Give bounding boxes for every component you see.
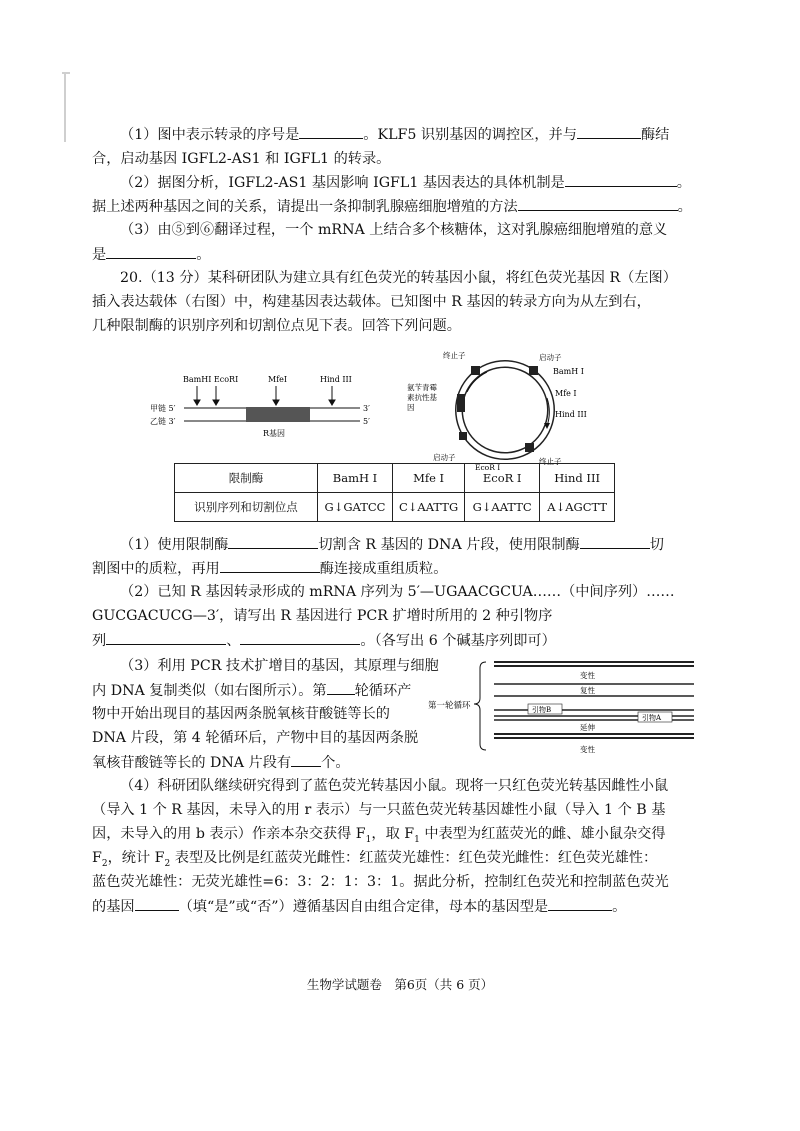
q20-sub1-line1: （1）使用限制酶 切割含 R 基因的 DNA 片段，使用限制酶 切 [92,534,718,555]
table-header-cell: BamH I [318,464,393,493]
table-row [175,493,615,522]
pcr-brace [474,662,486,750]
q20-blank-7[interactable] [291,752,321,767]
terminator-top-label: 终止子 [443,351,466,360]
primer-a-label: 引物A [642,714,662,722]
q20-sub4-line3: 因，未导入的用 b 表示）作亲本杂交获得 $F_1$，取 $F_1$ 中表型为红蓝荧光的雌、雄小鼠杂交得 [92,826,666,845]
site-label-mfei: MfeI [268,375,288,384]
q20-intro-line2: 插入表达载体（右图）中，构建基因表达载体。已知图中 R 基因的转录方向为从左到右， [92,294,651,310]
chain-b-end: 5′ [363,417,370,426]
table-cell: A↓AGCTT [540,493,615,522]
amp-label-2: 素抗性基 [407,393,437,402]
pcr-cycle-label: 第一轮循环 [428,701,471,711]
plasmid-figure [405,350,605,470]
q19-sub2-line1: （2）据图分析，IGFL2-AS1 基因影响 IGFL1 基因表达的具体机制是 。 [92,172,718,193]
q19-blank-4[interactable] [518,196,678,211]
scan-edge-mark [64,72,66,142]
table-header-cell: EcoR I [465,464,540,493]
q20-sub4-line4: $F_2$，统计 $F_2$ 表型及比例是红蓝荧光雌性：红蓝荧光雄性：红色荧光雌性：红色荧光雄性： [92,850,658,869]
q19-blank-3[interactable] [565,172,677,187]
amp-label-1: 氨苄青霉 [407,383,437,392]
chain-b-label: 乙链 3′ [150,417,176,426]
table-header-row [175,464,615,493]
hindiii-label: Hind III [555,410,587,419]
q20-blank-8[interactable] [135,896,179,911]
site-label-hindiii: Hind III [320,375,352,384]
amp-label-3: 因 [407,403,415,412]
gene-r-figure [150,370,380,440]
plasmid-ring-inner [459,364,551,456]
q20-blank-3[interactable] [220,558,320,573]
q19-sub1-line1: （1）图中表示转录的序号是 。KLF5 识别基因的调控区，并与 酶结 [92,124,718,145]
q19-sub3-line2: 是 。 [92,244,718,265]
r-gene-label: R基因 [263,429,286,438]
q20-sub4-line6: 的基因 （填“是”或“否”）遵循基因自由组合定律，母本的基因型是 。 [92,896,718,917]
pcr-step-anneal: 复性 [580,686,595,695]
q20-sub3-line3: 物中开始出现目的基因两条脱氧核苷酸链等长的 [92,706,390,722]
pcr-step-extend: 延伸 [580,723,595,732]
q20-sub2-line3: 列 、 。（各写出 6 个碱基序列即可） [92,630,718,651]
q20-sub3-line4: DNA 片段，第 4 轮循环后，产物中目的基因两条脱 [92,730,419,746]
q20-blank-4[interactable] [106,630,226,645]
q20-sub4-line2: （导入 1 个 R 基因，未导入的用 r 表示）与一只蓝色荧光转基因雄性小鼠（导入 1 个 B 基 [92,802,666,818]
mfei-label: Mfe I [555,389,577,398]
q20-sub1-line2: 割图中的质粒，再用 酶连接成重组质粒。 [92,558,718,579]
q20-blank-2[interactable] [580,534,650,549]
table-cell: 识别序列和切割位点 [175,493,318,522]
q20-sub3-line1: （3）利用 PCR 技术扩增目的基因，其原理与细胞 [120,658,439,674]
chain-a-end: 3′ [363,404,370,413]
promoter-top-label: 启动子 [539,353,562,362]
pcr-cycle-figure [428,656,718,756]
q19-sub3-line1: （3）由⑤到⑥翻译过程，一个 mRNA 上结合多个核糖体，这对乳腺癌细胞增殖的意义 [120,222,668,238]
q20-blank-5[interactable] [240,630,360,645]
q19-sub1-line2: 合，启动基因 IGFL2-AS1 和 IGFL1 的转录。 [92,151,391,167]
q20-blank-1[interactable] [228,534,318,549]
q19-blank-2[interactable] [577,124,641,139]
scan-edge-mark-top [62,72,70,74]
q20-sub2-line1: （2）已知 R 基因转录形成的 mRNA 序列为 5′—UGAACGCUA……（中间序列）…… [120,584,675,600]
r-gene-block [246,407,310,422]
table-header-cell: Mfe I [393,464,465,493]
ecori-label: EcoR I [475,463,501,470]
page-footer: 生物学试题卷 第6页（共 6 页） [306,977,494,992]
q19-blank-5[interactable] [106,244,196,259]
table-cell: C↓AATTG [393,493,465,522]
table-cell: G↓GATCC [318,493,393,522]
table-header-cell: 限制酶 [175,464,318,493]
q20-sub2-line2: GUCGACUCG—3′，请写出 R 基因进行 PCR 扩增时所用的 2 种引物序 [92,608,553,624]
q20-intro-line3: 几种限制酶的识别序列和切割位点见下表。回答下列问题。 [92,318,461,334]
q19-blank-1[interactable] [299,124,363,139]
pcr-step-denature-2: 变性 [580,745,595,754]
site-label-bamhi-ecori: BamHI EcoRI [183,375,239,384]
q20-blank-9[interactable] [548,896,612,911]
q20-sub4-line1: （4）科研团队继续研究得到了蓝色荧光转基因小鼠。现将一只红色荧光转基因雌性小鼠 [120,778,669,794]
restriction-enzyme-table [174,463,615,522]
terminator-bottom-label: 终止子 [539,457,562,466]
q20-sub3-line5: 氧核苷酸链等长的 DNA 片段有 个。 [92,752,492,773]
pcr-step-denature: 变性 [580,671,595,680]
q20-sub3-line2: 内 DNA 复制类似（如右图所示）。第 轮循环产 [92,680,492,701]
q20-blank-6[interactable] [327,680,355,695]
table-cell: G↓AATTC [465,493,540,522]
bamhi-label: BamH I [553,367,584,376]
q20-sub4-line5: 蓝色荧光雄性：无荧光雄性=6：3：2：1：3：1。据此分析，控制红色荧光和控制蓝色荧光 [92,874,669,890]
table-header-cell: Hind III [540,464,615,493]
chain-a-label: 甲链 5′ [150,404,176,413]
primer-b-label: 引物B [532,706,552,714]
q20-intro-line1: 20.（13 分）某科研团队为建立具有红色荧光的转基因小鼠，将红色荧光基因 R（左图） [120,270,677,286]
promoter-bottom-label: 启动子 [433,453,456,462]
q19-sub2-line2: 据上述两种基因之间的关系，请提出一条抑制乳腺癌细胞增殖的方法 。 [92,196,718,217]
cut-site-arrows [194,386,335,405]
